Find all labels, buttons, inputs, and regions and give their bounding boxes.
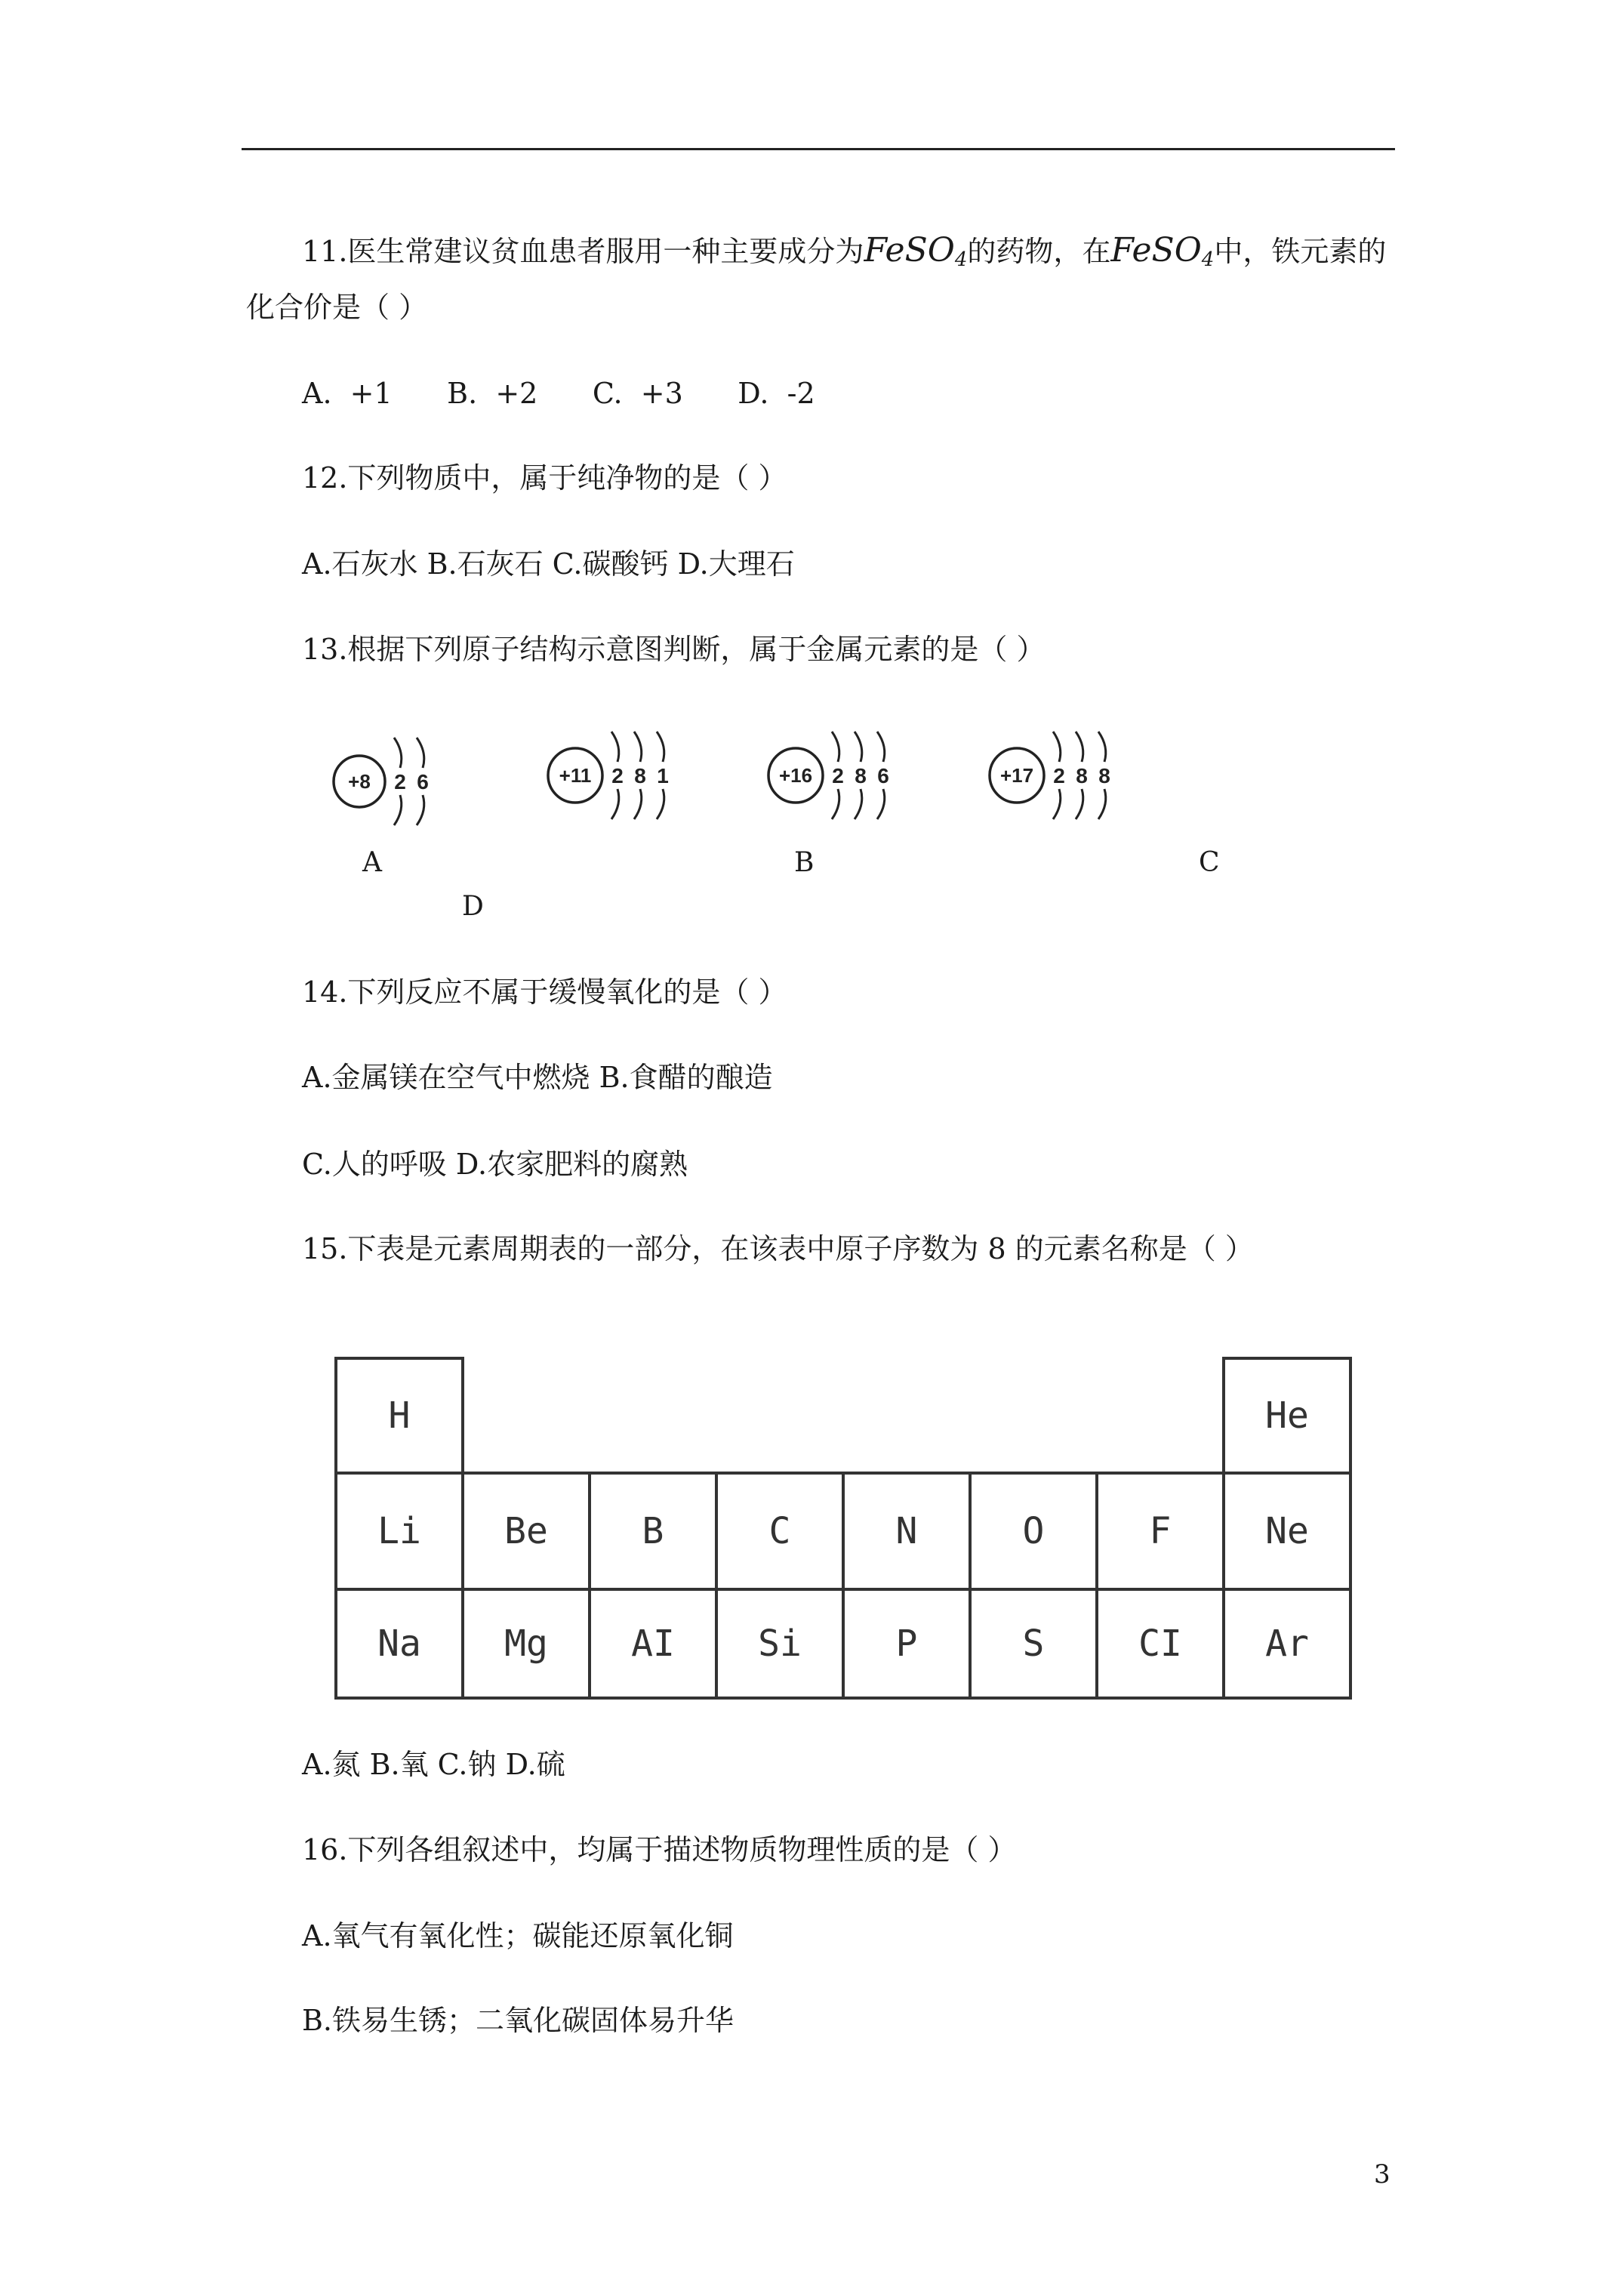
q14-options-1: A.金属镁在空气中燃烧 B.食醋的酿造 xyxy=(302,1061,773,1094)
shell-arc-lower xyxy=(634,789,642,819)
shell-electron-count: 8 xyxy=(1098,764,1110,787)
shell-arc-upper xyxy=(1098,732,1106,762)
element-cell: Na xyxy=(336,1589,463,1698)
shell-arc-lower xyxy=(611,789,619,819)
shell-arc-upper xyxy=(1076,732,1083,762)
atom-diagram xyxy=(985,715,1139,839)
shell-arc-lower xyxy=(1076,789,1083,819)
atom-label-a: A xyxy=(362,847,382,878)
nucleus-charge: +16 xyxy=(778,764,813,787)
element-h: H xyxy=(336,1358,463,1473)
q11-formula-1: FeSO$_4$ xyxy=(864,231,968,271)
header-rule xyxy=(242,148,1395,150)
q12-stem: 12.下列物质中，属于纯净物的是（ ） xyxy=(302,461,787,495)
element-he: He xyxy=(1224,1358,1350,1473)
q16-stem: 16.下列各组叙述中，均属于描述物质物理性质的是（ ） xyxy=(302,1833,1017,1866)
element-cell: Be xyxy=(463,1473,590,1589)
q14-stem: 14.下列反应不属于缓慢氧化的是（ ） xyxy=(302,975,787,1009)
shell-arc-lower xyxy=(832,789,839,819)
shell-electron-count: 2 xyxy=(611,764,624,787)
q11-middle: 的药物，在 xyxy=(967,235,1111,268)
shell-arc-upper xyxy=(634,732,642,762)
shell-arc-upper xyxy=(417,738,424,768)
element-cell: Mg xyxy=(463,1589,590,1698)
atom-svg xyxy=(985,715,1139,836)
shell-electron-count: 6 xyxy=(877,764,889,787)
atom-diagram xyxy=(544,715,698,839)
atom-diagram xyxy=(764,715,918,839)
shell-electron-count: 8 xyxy=(855,764,867,787)
shell-arc-upper xyxy=(855,732,862,762)
q15-options: A.氮 B.氧 C.钠 D.硫 xyxy=(302,1748,565,1781)
q12-options: A.石灰水 B.石灰石 C.碳酸钙 D.大理石 xyxy=(302,547,795,581)
shell-electron-count: 8 xyxy=(634,764,646,787)
element-cell: N xyxy=(843,1473,970,1589)
shell-electron-count: 2 xyxy=(394,770,406,794)
shell-arc-upper xyxy=(611,732,619,762)
atom-svg xyxy=(764,715,918,836)
periodic-row-1 xyxy=(336,1358,1350,1473)
q11-line1 xyxy=(302,233,1386,278)
q15-stem: 15.下表是元素周期表的一部分，在该表中原子序数为 8 的元素名称是（ ） xyxy=(302,1232,1254,1265)
shell-arc-upper xyxy=(877,732,885,762)
atom-diagram xyxy=(329,721,457,845)
element-cell: S xyxy=(970,1589,1097,1698)
shell-arc-lower xyxy=(657,789,664,819)
nucleus-charge: +17 xyxy=(999,764,1034,787)
element-cell: Li xyxy=(336,1473,463,1589)
q11-before: 11.医生常建议贫血患者服用一种主要成分为 xyxy=(302,235,864,268)
element-cell: AI xyxy=(590,1589,716,1698)
q11-options: A. +1 B. +2 C. +3 D. -2 xyxy=(302,377,815,410)
shell-electron-count: 8 xyxy=(1076,764,1088,787)
shell-arc-upper xyxy=(832,732,839,762)
table-gap xyxy=(463,1358,1224,1473)
q16-option-a: A.氧气有氧化性；碳能还原氧化铜 xyxy=(302,1919,734,1952)
atom-label-b: B xyxy=(794,847,815,878)
nucleus-charge: +8 xyxy=(348,770,371,793)
element-cell: P xyxy=(843,1589,970,1698)
shell-arc-lower xyxy=(1098,789,1106,819)
atom-label-c: C xyxy=(1199,847,1220,878)
element-cell: CI xyxy=(1097,1589,1224,1698)
element-cell: O xyxy=(970,1473,1097,1589)
shell-arc-lower xyxy=(855,789,862,819)
shell-arc-lower xyxy=(417,795,424,825)
element-cell: Ne xyxy=(1224,1473,1350,1589)
shell-arc-upper xyxy=(394,738,402,768)
q16-option-b: B.铁易生锈；二氧化碳固体易升华 xyxy=(302,2004,735,2037)
shell-electron-count: 2 xyxy=(1053,764,1065,787)
atom-label-d: D xyxy=(462,891,484,922)
shell-arc-lower xyxy=(877,789,885,819)
page-number: 3 xyxy=(1374,2159,1390,2190)
element-cell: Ar xyxy=(1224,1589,1350,1698)
periodic-row-3 xyxy=(336,1589,1350,1698)
atom-svg xyxy=(329,721,457,842)
element-cell: Si xyxy=(716,1589,843,1698)
atom-svg xyxy=(544,715,698,836)
shell-electron-count: 1 xyxy=(657,764,669,787)
shell-arc-upper xyxy=(657,732,664,762)
element-cell: F xyxy=(1097,1473,1224,1589)
periodic-row-2 xyxy=(336,1473,1350,1589)
q11-line2: 化合价是（ ） xyxy=(246,291,428,324)
shell-arc-lower xyxy=(1053,789,1061,819)
shell-electron-count: 6 xyxy=(417,770,429,794)
q11-formula-2: FeSO$_4$ xyxy=(1110,231,1215,271)
shell-electron-count: 2 xyxy=(832,764,844,787)
shell-arc-upper xyxy=(1053,732,1061,762)
q13-stem: 13.根据下列原子结构示意图判断，属于金属元素的是（ ） xyxy=(302,633,1046,666)
nucleus-charge: +11 xyxy=(559,764,592,787)
element-cell: B xyxy=(590,1473,716,1589)
q14-options-2: C.人的呼吸 D.农家肥料的腐熟 xyxy=(302,1148,688,1181)
shell-arc-lower xyxy=(394,795,402,825)
q11-after: 中，铁元素的 xyxy=(1214,235,1387,268)
element-cell: C xyxy=(716,1473,843,1589)
periodic-table xyxy=(334,1357,1352,1700)
